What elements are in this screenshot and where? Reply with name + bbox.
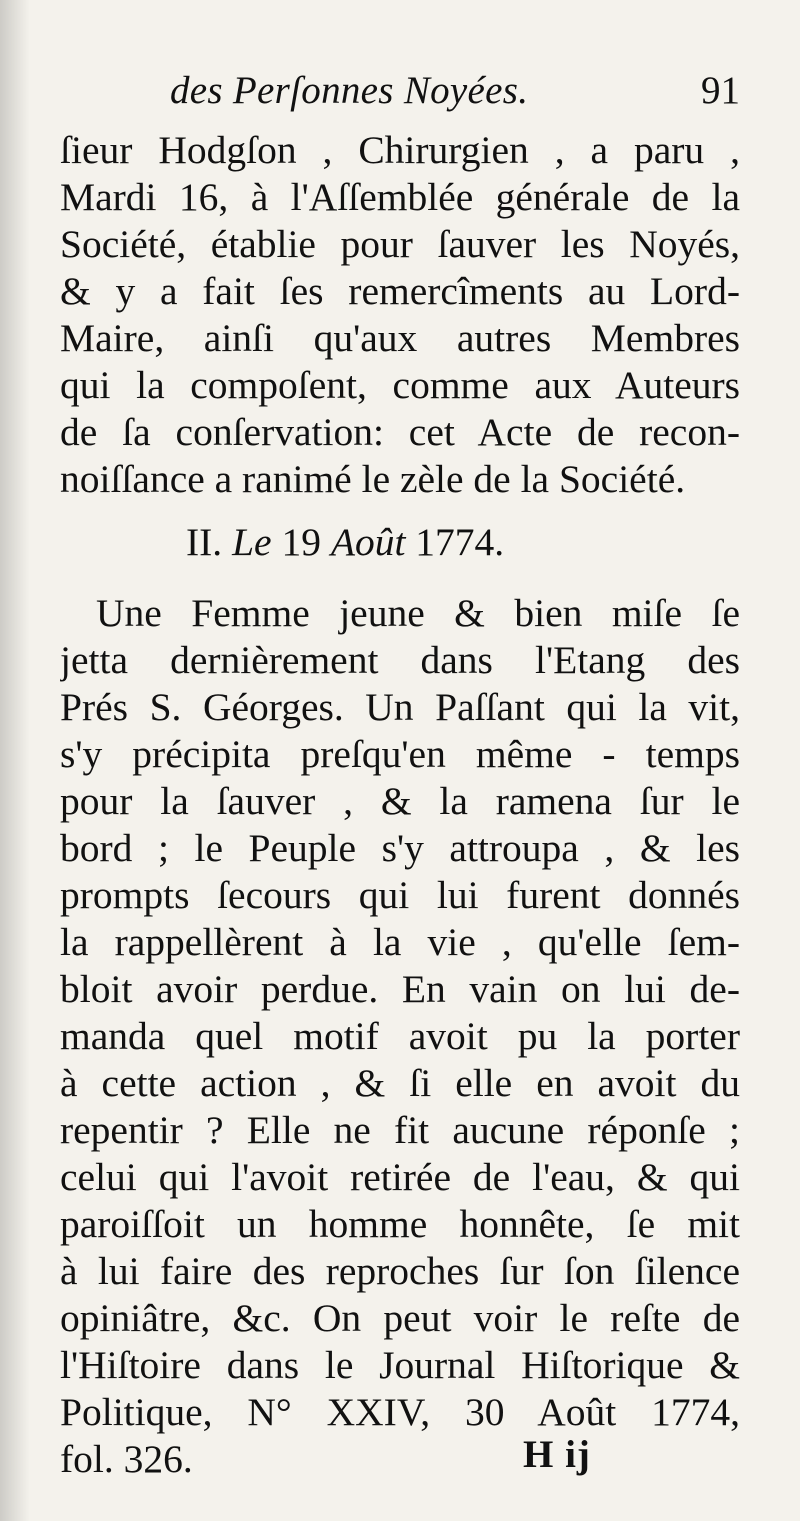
text-line: opiniâtre, &c. On peut voir le reſte de bbox=[60, 1296, 740, 1340]
section-spacer bbox=[60, 576, 740, 590]
text-line: bord ; le Peuple s'y attroupa , & les bbox=[60, 826, 740, 870]
section-heading bbox=[60, 509, 740, 576]
paragraph-1 bbox=[60, 127, 740, 503]
text-line: Société, établie pour ſauver les Noyés, bbox=[60, 222, 740, 266]
text-line: de ſa conſervation: cet Acte de recon- bbox=[60, 410, 740, 454]
paragraph-2 bbox=[60, 590, 740, 1483]
text-line: Politique, N° XXIV, 30 Août 1774, bbox=[60, 1390, 740, 1434]
page-header bbox=[60, 68, 740, 118]
text-line: à lui faire des reproches ſur ſon ſilence bbox=[60, 1249, 740, 1293]
gutter-shadow bbox=[0, 0, 30, 1521]
text-line: l'Hiſtoire dans le Journal Hiſtorique & bbox=[60, 1343, 740, 1387]
text-line: noiſſance a ranimé le zèle de la Société. bbox=[60, 457, 686, 501]
section-month: Août bbox=[330, 520, 406, 564]
text-line: celui qui l'avoit retirée de l'eau, & qui bbox=[60, 1155, 740, 1199]
text-line: s'y précipita preſqu'en même - temps bbox=[60, 732, 740, 776]
section-year: 1774. bbox=[415, 520, 505, 564]
text-line: repentir ? Elle ne fit aucune réponſe ; bbox=[60, 1108, 740, 1152]
text-line: pour la ſauver , & la ramena ſur le bbox=[60, 779, 740, 823]
page-number: 91 bbox=[701, 69, 740, 112]
text-line: prompts ſecours qui lui furent donnés bbox=[60, 873, 740, 917]
section-day: 19 bbox=[281, 520, 321, 564]
text-line: fol. 326. bbox=[60, 1437, 193, 1481]
text-line: ſieur Hodgſon , Chirurgien , a paru , bbox=[60, 128, 740, 172]
text-line: la rappellèrent à la vie , qu'elle ſem- bbox=[60, 920, 740, 964]
text-line: Une Femme jeune & bien miſe ſe bbox=[96, 591, 740, 635]
text-line: manda quel motif avoit pu la porter bbox=[60, 1014, 740, 1058]
section-number: II. bbox=[186, 520, 223, 564]
text-line: bloit avoir perdue. En vain on lui de- bbox=[60, 967, 740, 1011]
running-title: des Perſonnes Noyées. bbox=[170, 69, 529, 112]
signature-mark: H ij bbox=[523, 1433, 591, 1476]
text-line: & y a fait ſes remercîments au Lord- bbox=[60, 269, 740, 313]
text-line: Maire, ainſi qu'aux autres Membres bbox=[60, 316, 740, 360]
text-line: paroiſſoit un homme honnête, ſe mit bbox=[60, 1202, 740, 1246]
page-body bbox=[60, 127, 740, 1483]
text-line: jetta dernièrement dans l'Etang des bbox=[60, 638, 740, 682]
text-line: à cette action , & ſi elle en avoit du bbox=[60, 1061, 740, 1105]
text-line: Prés S. Géorges. Un Paſſant qui la vit, bbox=[60, 685, 740, 729]
text-line: Mardi 16, à l'Aſſemblée générale de la bbox=[60, 175, 740, 219]
text-line: qui la compoſent, comme aux Auteurs bbox=[60, 363, 740, 407]
section-label: Le bbox=[232, 520, 272, 564]
